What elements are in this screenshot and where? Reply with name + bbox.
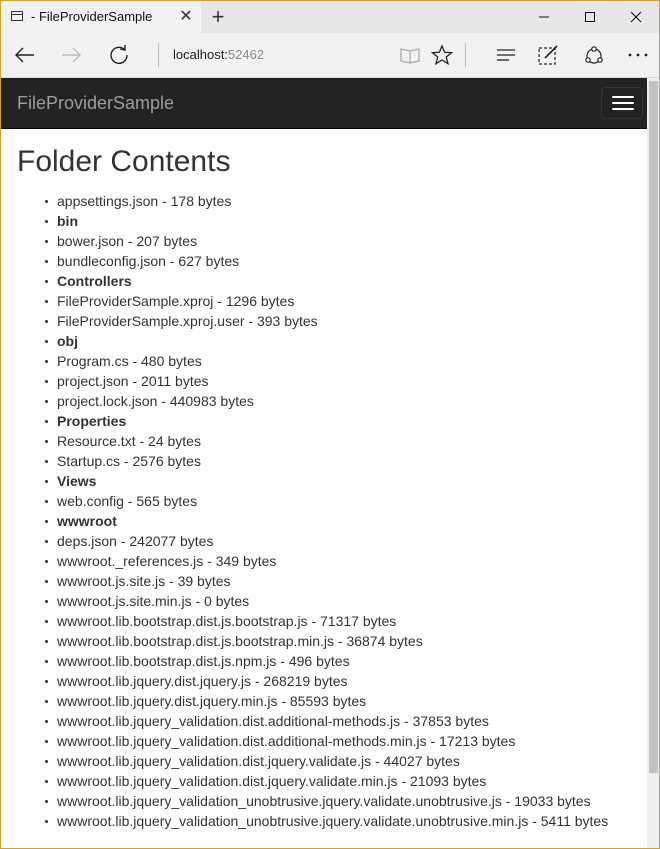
folder-list-item: obj (1, 331, 608, 351)
hub-button[interactable] (490, 39, 522, 71)
folder-list-item: Controllers (1, 271, 608, 291)
back-button[interactable] (9, 39, 41, 71)
maximize-icon (584, 11, 596, 23)
hub-lines-icon (495, 46, 517, 64)
file-list-item: Resource.txt - 24 bytes (1, 431, 608, 451)
file-list-item: wwwroot.lib.jquery_validation.dist.jquery.validate.min.js - 21093 bytes (1, 771, 608, 791)
hamburger-icon (612, 102, 634, 104)
star-icon (431, 44, 453, 66)
page-title: Folder Contents (17, 145, 231, 178)
file-list-item: deps.json - 242077 bytes (1, 531, 608, 551)
share-icon (583, 44, 605, 66)
file-list-item: FileProviderSample.xproj.user - 393 bytes (1, 311, 608, 331)
page-icon (11, 11, 23, 21)
file-list-item: wwwroot.js.site.min.js - 0 bytes (1, 591, 608, 611)
file-list-item: wwwroot.lib.bootstrap.dist.js.npm.js - 496 bytes (1, 651, 608, 671)
brand-link[interactable]: FileProviderSample (17, 93, 175, 113)
title-bar (1, 1, 659, 33)
share-button[interactable] (578, 39, 610, 71)
menu-toggle-button[interactable] (601, 87, 643, 119)
app-navbar (1, 78, 647, 129)
new-tab-icon[interactable]: + (211, 4, 225, 29)
file-list-item: project.lock.json - 440983 bytes (1, 391, 608, 411)
address-port: 52462 (227, 47, 265, 62)
folder-list-item: Properties (1, 411, 608, 431)
file-list-item: wwwroot._references.js - 349 bytes (1, 551, 608, 571)
file-list-item: appsettings.json - 178 bytes (1, 191, 608, 211)
minimize-icon (538, 11, 550, 23)
pen-note-icon (537, 44, 559, 66)
forward-button[interactable] (55, 39, 87, 71)
file-list-item: wwwroot.lib.jquery_validation.dist.additional-methods.js - 37853 bytes (1, 711, 608, 731)
file-list-item: Program.cs - 480 bytes (1, 351, 608, 371)
file-list-item: wwwroot.js.site.js - 39 bytes (1, 571, 608, 591)
file-list-item: wwwroot.lib.jquery_validation_unobtrusive.jquery.validate.unobtrusive.js - 19033 bytes (1, 791, 608, 811)
file-list-item: wwwroot.lib.jquery.dist.jquery.min.js - 85593 bytes (1, 691, 608, 711)
scrollbar[interactable] (647, 78, 659, 848)
toolbar-divider (158, 43, 159, 67)
hamburger-icon (612, 96, 634, 98)
browser-tab[interactable] (1, 1, 201, 33)
web-note-button[interactable] (532, 39, 564, 71)
folder-list-item: bin (1, 211, 608, 231)
file-list (1, 191, 608, 831)
hamburger-icon (612, 108, 634, 110)
file-list-item: FileProviderSample.xproj - 1296 bytes (1, 291, 608, 311)
forward-arrow-icon (60, 46, 82, 64)
close-icon (630, 11, 642, 23)
file-list-item: Startup.cs - 2576 bytes (1, 451, 608, 471)
tab-title: - FileProviderSample (31, 9, 153, 24)
tab-close-icon[interactable]: ✕ (179, 8, 193, 25)
scrollbar-thumb[interactable] (649, 81, 658, 773)
toolbar-divider (465, 43, 466, 67)
file-list-item: web.config - 565 bytes (1, 491, 608, 511)
address-toolbar (1, 33, 659, 78)
file-list-item: wwwroot.lib.jquery_validation_unobtrusive.jquery.validate.unobtrusive.min.js - 5411 bytes (1, 811, 608, 831)
reading-view-button[interactable] (394, 39, 426, 71)
file-list-item: wwwroot.lib.bootstrap.dist.js.bootstrap.min.js - 36874 bytes (1, 631, 608, 651)
close-window-button[interactable] (613, 1, 659, 33)
file-list-item: wwwroot.lib.jquery_validation.dist.additional-methods.min.js - 17213 bytes (1, 731, 608, 751)
more-button[interactable] (622, 39, 654, 71)
minimize-button[interactable] (521, 1, 567, 33)
folder-list-item: wwwroot (1, 511, 608, 531)
file-list-item: wwwroot.lib.bootstrap.dist.js.bootstrap.js - 71317 bytes (1, 611, 608, 631)
file-list-item: bundleconfig.json - 627 bytes (1, 251, 608, 271)
refresh-button[interactable] (103, 39, 135, 71)
file-list-item: wwwroot.lib.jquery.dist.jquery.js - 268219 bytes (1, 671, 608, 691)
file-list-item: bower.json - 207 bytes (1, 231, 608, 251)
address-host: localhost: (173, 47, 228, 62)
favorite-button[interactable] (426, 39, 458, 71)
page-viewport (1, 78, 647, 848)
address-bar[interactable] (173, 47, 264, 62)
back-arrow-icon (14, 46, 36, 64)
book-icon (399, 46, 421, 64)
file-list-item: wwwroot.lib.jquery_validation.dist.jquery.validate.js - 44027 bytes (1, 751, 608, 771)
folder-list-item: Views (1, 471, 608, 491)
more-dots-icon (627, 52, 649, 58)
maximize-button[interactable] (567, 1, 613, 33)
refresh-icon (108, 44, 130, 66)
file-list-item: project.json - 2011 bytes (1, 371, 608, 391)
